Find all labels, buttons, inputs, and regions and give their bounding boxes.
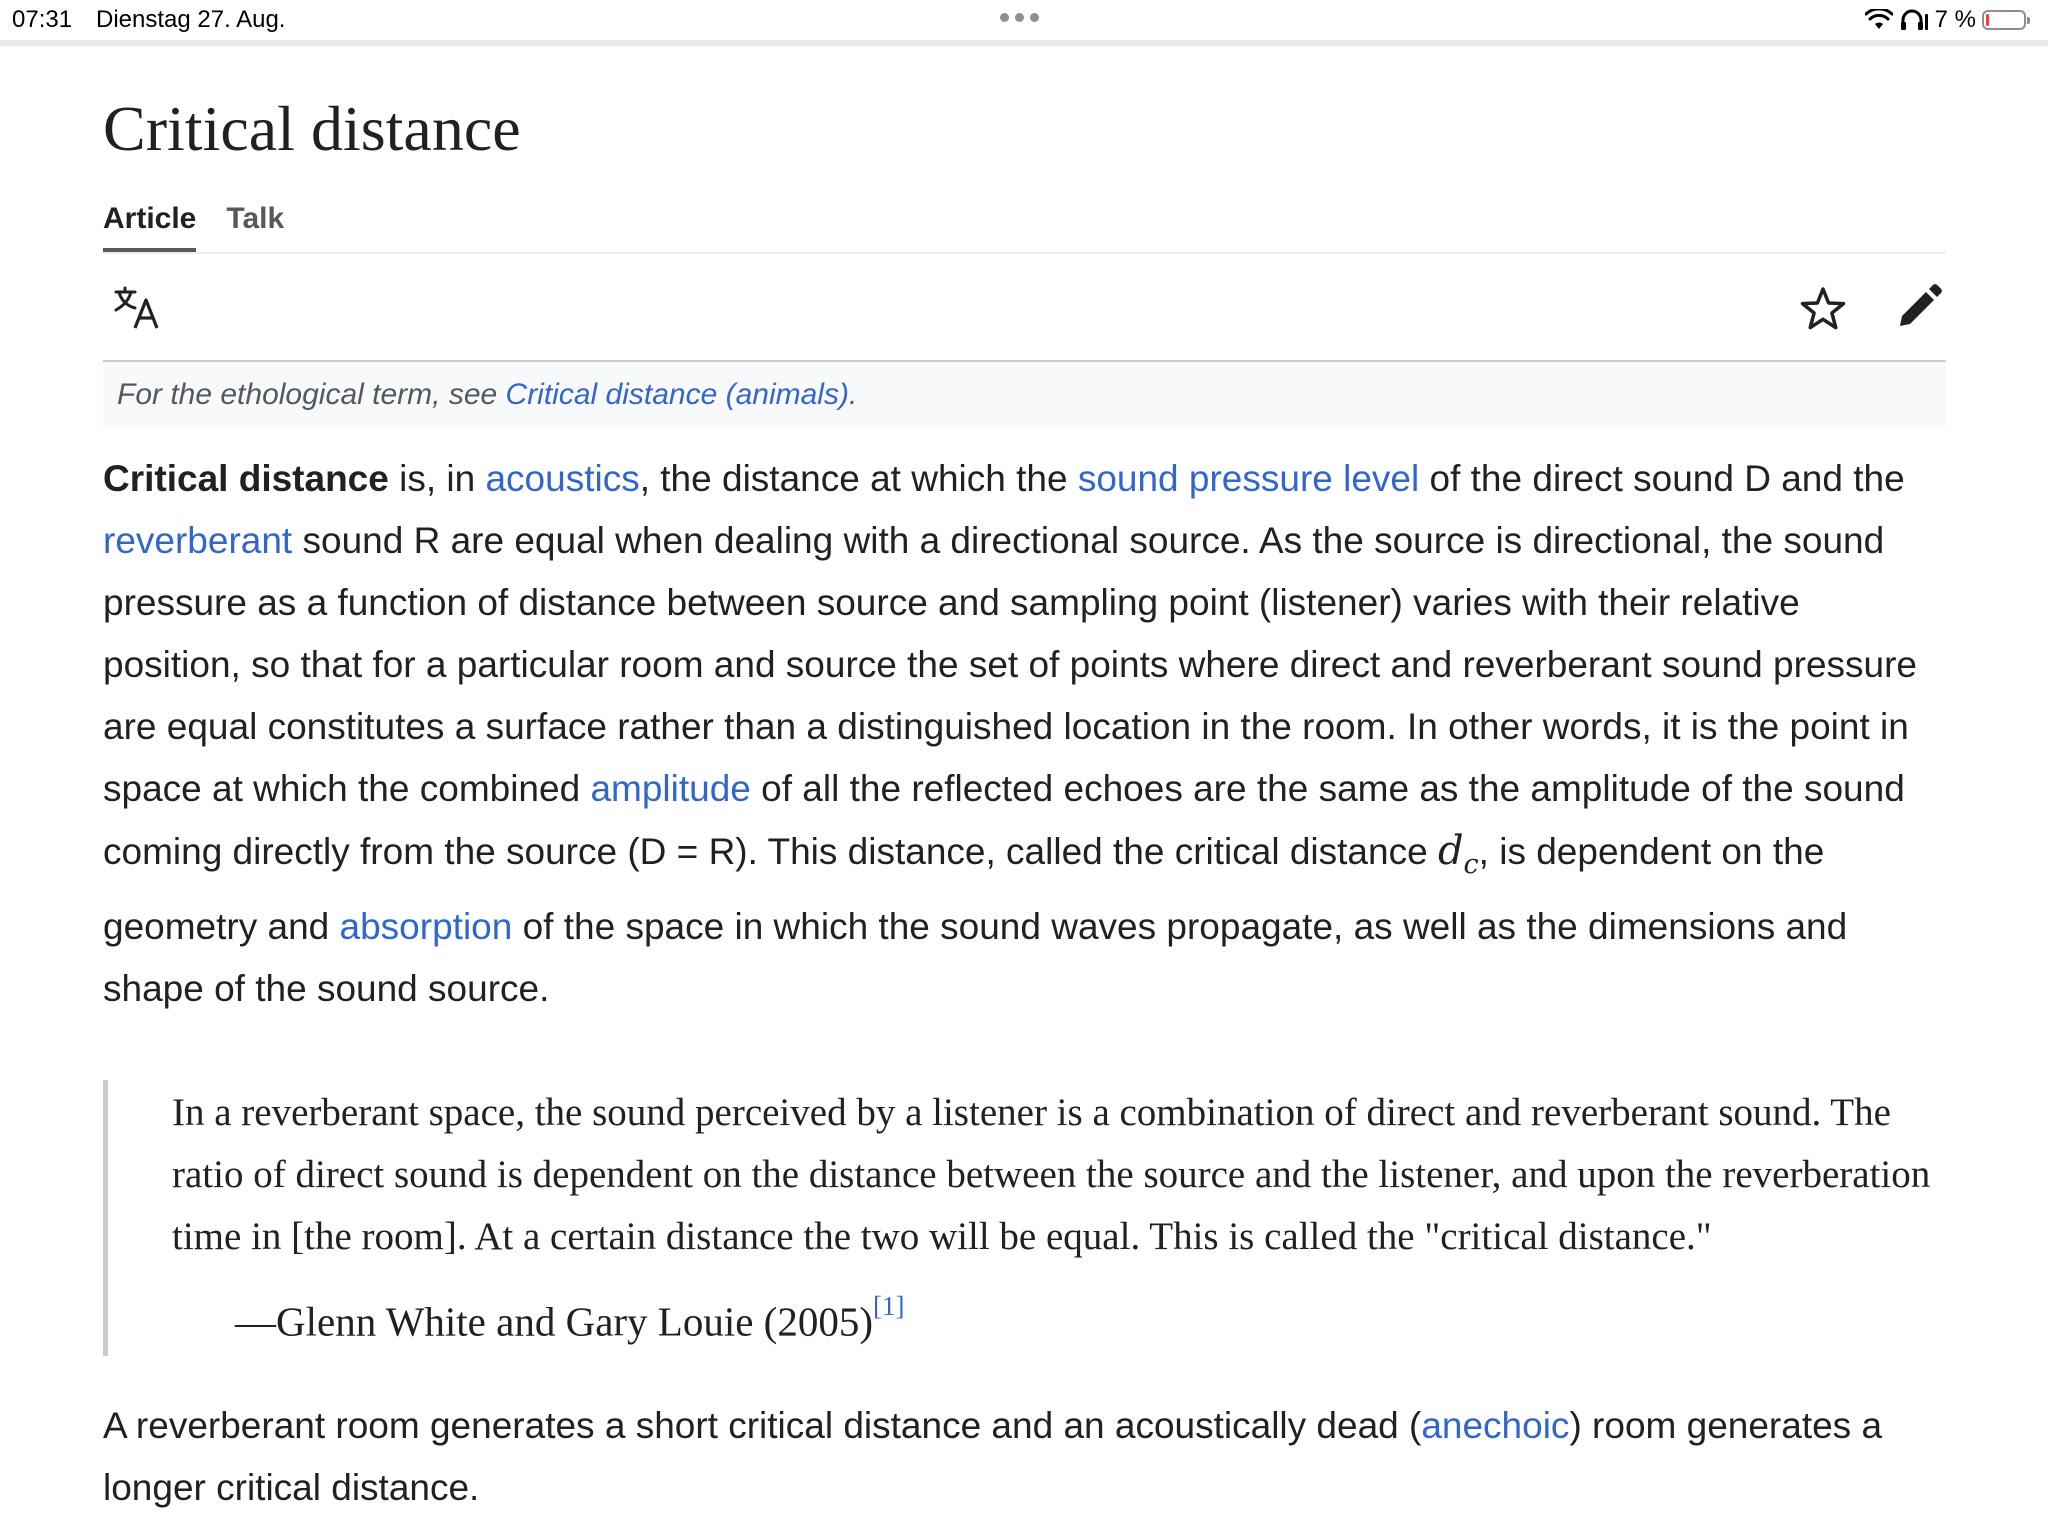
link-anechoic[interactable]: anechoic [1421, 1404, 1570, 1446]
battery-icon [1982, 10, 2026, 30]
wifi-icon [1865, 9, 1893, 31]
article-tabs [103, 194, 1946, 254]
text-run: , is dependent on the geometry and [103, 831, 1825, 947]
tab-talk[interactable]: Talk [226, 202, 285, 235]
link-absorption[interactable]: absorption [339, 906, 513, 947]
battery-percent: 7 % [1934, 6, 1976, 33]
page-actions-toolbar [103, 254, 1946, 362]
status-date: Dienstag 27. Aug. [96, 6, 286, 33]
hatnote-prefix: For the ethological term, see [117, 378, 506, 411]
status-time: 07:31 [12, 6, 73, 33]
text-run: of all the reflected echoes are the same as the amplitude of the sound coming directly from the source (D = R). This distance, called the critical distance [103, 768, 1905, 872]
quote-citation [235, 1282, 1946, 1356]
pencil-icon[interactable] [1894, 282, 1944, 332]
second-paragraph [103, 1395, 1946, 1519]
star-icon[interactable] [1798, 284, 1848, 334]
status-bar [0, 0, 2048, 44]
hatnote [103, 362, 1946, 428]
link-reverberant[interactable]: reverberant [103, 520, 293, 561]
headphones-icon [1899, 9, 1929, 31]
hatnote-suffix: . [848, 378, 858, 411]
quote-text: In a reverberant space, the sound perceived by a listener is a combination of direct and reverberant sound. The ratio of direct sound is dependent on the distance between the source and the listener, and upon the reverberation time in [the room]. At a certain distance the two will be equal. This is called the "critical distance." [172, 1091, 1931, 1258]
link-amplitude[interactable]: amplitude [590, 768, 751, 809]
math-subscript: c [1463, 849, 1479, 880]
blockquote [103, 1080, 1946, 1356]
status-indicators [1865, 6, 2026, 34]
text-run: of the space in which the sound waves propagate, as well as the dimensions and shape of the sound source. [103, 906, 1848, 1009]
text-run: is, in [388, 458, 486, 499]
hatnote-link[interactable]: Critical distance (animals) [505, 378, 849, 411]
math-critical-distance [1437, 828, 1479, 880]
multitasking-dots-icon[interactable] [1000, 13, 1039, 22]
text-run: , the distance at which the [639, 458, 1078, 499]
text-run: of the direct sound D and the [1419, 458, 1905, 499]
reference-link[interactable]: [1] [872, 1291, 905, 1321]
page-title: Critical distance [103, 93, 521, 164]
text-run: A reverberant room generates a short critical distance and an acoustically dead ( [103, 1404, 1422, 1446]
battery-level [1986, 14, 1989, 26]
tab-article[interactable]: Article [103, 194, 196, 252]
article-page [103, 46, 1946, 1519]
bold-term: Critical distance [103, 458, 389, 499]
intro-paragraph [103, 448, 1946, 1020]
text-run: ) room generates a longer critical distance. [103, 1404, 1883, 1508]
citation-text: —Glenn White and Gary Louie (2005) [235, 1298, 873, 1345]
math-base: d [1437, 828, 1464, 874]
language-icon[interactable] [113, 284, 163, 334]
link-acoustics[interactable]: acoustics [485, 458, 640, 499]
link-sound-pressure-level[interactable]: sound pressure level [1077, 458, 1420, 499]
text-run: sound R are equal when dealing with a directional source. As the source is directional, the sound pressure as a function of distance between source and sampling point (listener) varies with their relative position, so that for a particular room and source the set of points where direct and reverberant sound pressure are equal constitutes a surface rather than a distinguished location in the room. In other words, it is the point in space at which the combined [103, 520, 1917, 809]
